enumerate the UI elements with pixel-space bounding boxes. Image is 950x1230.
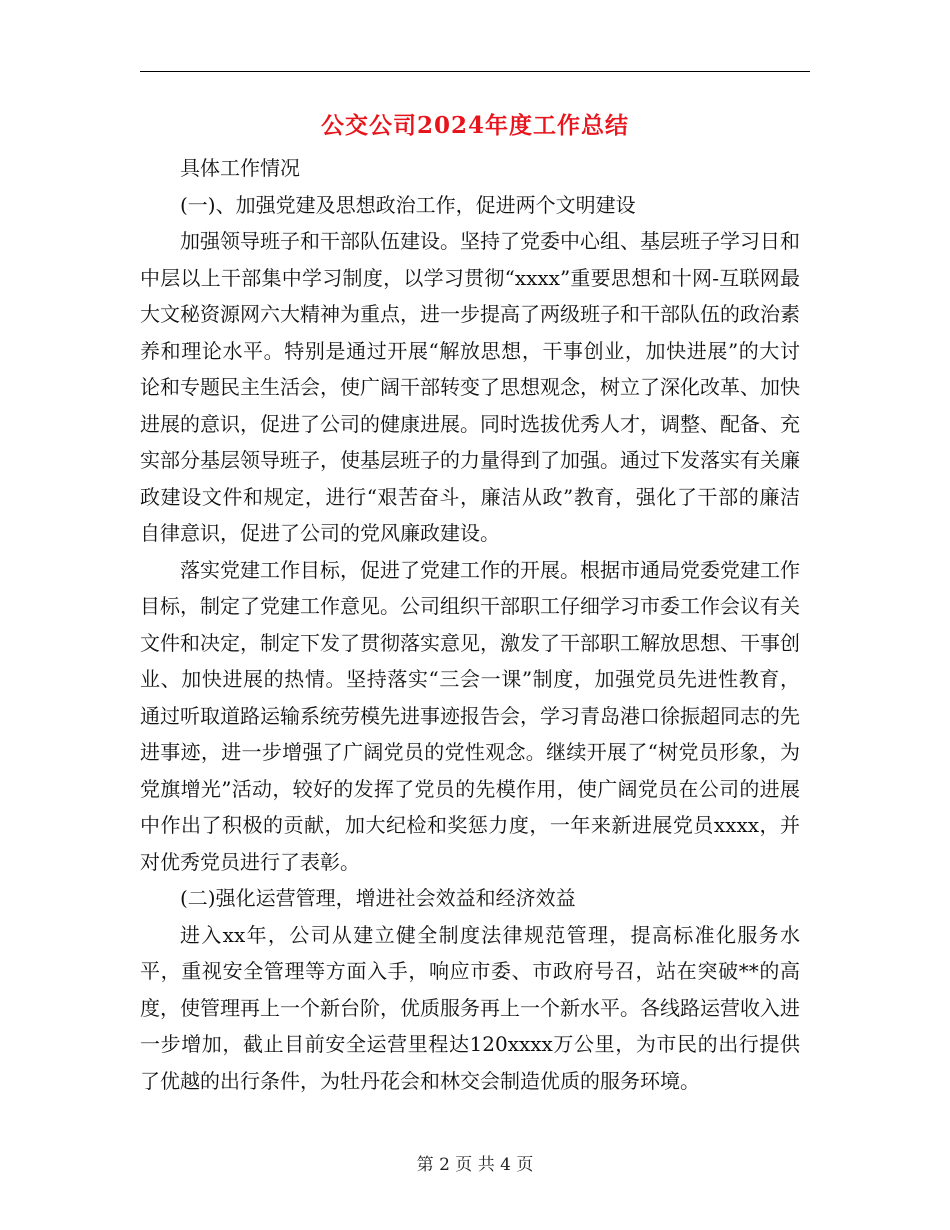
- paragraph-section-heading: 具体工作情况: [180, 156, 300, 180]
- page-number: 第 2 页 共 4 页: [416, 1155, 534, 1175]
- document-body: [140, 150, 800, 1099]
- header-rule: [140, 71, 810, 72]
- paragraph-subsection-1: (一)、加强党建及思想政治工作，促进两个文明建设: [180, 192, 636, 217]
- paragraph-party-building: 落实党建工作目标，促进了党建工作的开展。根据市通局党委党建工作目标，制定了党建工作意见。公司组织干部职工仔细学习市委工作会议有关文件和决定，制定下发了贯彻落实意见，激发了干部职工解放思想、干事创业、加快进展的热情。坚持落实“三会一课”制度，加强党员先进性教育，通过听取道路运输系统劳模先进事迹报告会，学习青岛港口徐振超同志的先进事迹，进一步增强了广阔党员的党性观念。继续开展了“树党员形象，为党旗增光”活动，较好的发挥了党员的先模作用，使广阔党员在公司的进展中作出了积极的贡献，加大纪检和奖惩力度，一年来新进展党员xxxx，并对优秀党员进行了表彰。: [140, 557, 800, 874]
- paragraph-operations: 进入xx年，公司从建立健全制度法律规范管理，提高标准化服务水平，重视安全管理等方面入手，响应市委、市政府号召，站在突破**的高度，使管理再上一个新台阶，优质服务再上一个新水平。各线路运营收入进一步增加，截止目前安全运营里程达120xxxx万公里，为市民的出行提供了优越的出行条件，为牡丹花会和林交会制造优质的服务环境。: [140, 922, 800, 1093]
- document-title: 公交公司2024年度工作总结: [320, 112, 629, 139]
- paragraph-subsection-2: (二)强化运营管理，增进社会效益和经济效益: [180, 886, 576, 910]
- paragraph-leadership: 加强领导班子和干部队伍建设。坚持了党委中心组、基层班子学习日和中层以上干部集中学习制度，以学习贯彻“xxxx”重要思想和十网-互联网最大文秘资源网六大精神为重点，进一步提高了两级班子和干部队伍的政治素养和理论水平。特别是通过开展“解放思想，干事创业，加快进展”的大讨论和专题民主生活会，使广阔干部转变了思想观念，树立了深化改革、加快进展的意识，促进了公司的健康进展。同时选拔优秀人才，调整、配备、充实部分基层领导班子，使基层班子的力量得到了加强。通过下发落实有关廉政建设文件和规定，进行“艰苦奋斗，廉洁从政”教育，强化了干部的廉洁自律意识，促进了公司的党风廉政建设。: [140, 229, 800, 545]
